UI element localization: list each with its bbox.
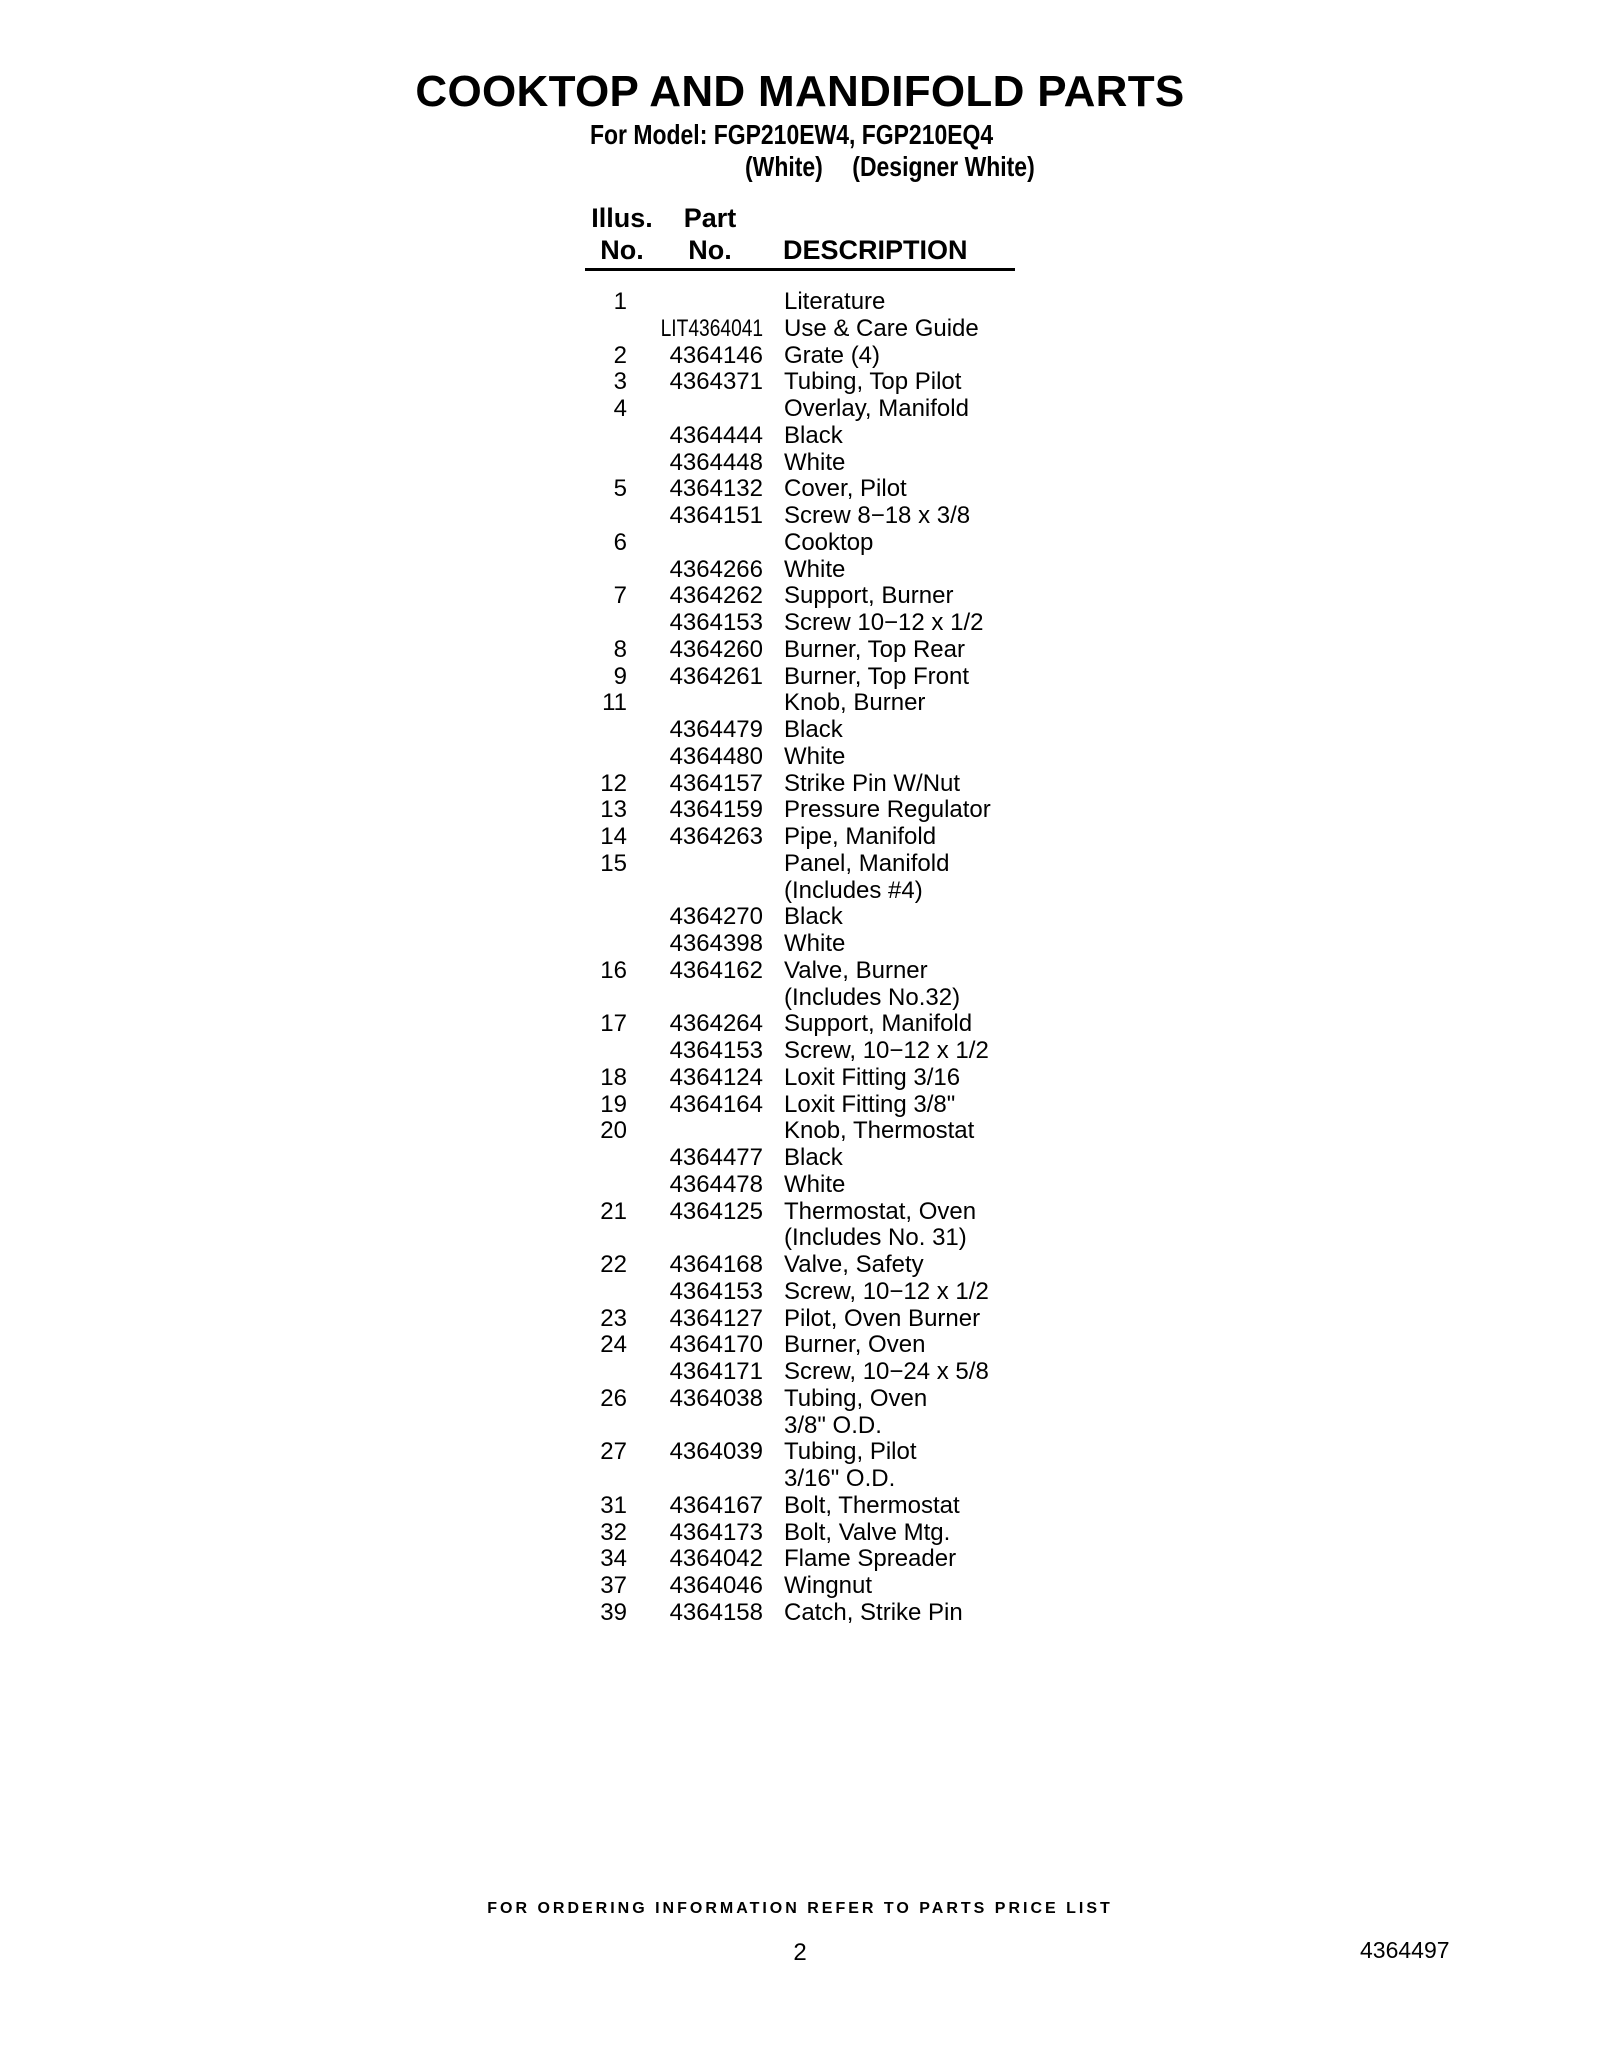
- model-color-white: (White): [745, 151, 823, 182]
- part-description: (Includes No. 31): [784, 1224, 967, 1252]
- part-description: Black: [784, 716, 843, 743]
- part-description: (Includes No.32): [784, 983, 961, 1011]
- part-number: 4364153: [669, 1277, 763, 1305]
- part-number: 4364444: [669, 421, 763, 449]
- illus-number: 17: [600, 1010, 627, 1038]
- part-description: 3/16" O.D.: [784, 1465, 896, 1492]
- table-row: [585, 1011, 1045, 1038]
- table-row: [585, 1145, 1045, 1172]
- part-description: White: [784, 1170, 846, 1198]
- table-row: [585, 423, 1045, 450]
- part-description: Valve, Safety: [784, 1251, 924, 1278]
- part-number: 4364264: [669, 1010, 763, 1038]
- part-description: Screw 10−12 x 1/2: [784, 609, 984, 636]
- table-row: [585, 1306, 1045, 1333]
- part-description: Knob, Thermostat: [784, 1117, 975, 1145]
- part-description: (Includes #4): [784, 876, 923, 904]
- part-number: 4364261: [669, 662, 763, 690]
- illus-number: 9: [613, 662, 627, 690]
- part-no-header: [675, 202, 745, 266]
- table-row: [585, 797, 1045, 824]
- part-number: 4364132: [669, 475, 763, 503]
- part-description: Cover, Pilot: [784, 475, 907, 503]
- table-row: [585, 1038, 1045, 1065]
- illus-number: 3: [613, 368, 627, 396]
- part-number: 4364146: [669, 341, 763, 369]
- part-description: Burner, Top Rear: [784, 635, 965, 663]
- part-number: 4364042: [669, 1545, 763, 1573]
- part-description: Panel, Manifold: [784, 849, 950, 877]
- table-row: [585, 476, 1045, 503]
- illus-number: 1: [613, 288, 627, 315]
- part-number: 4364127: [669, 1304, 763, 1332]
- part-number: 4364270: [669, 903, 763, 931]
- part-number: 4364125: [669, 1197, 763, 1225]
- part-number: 4364162: [669, 956, 763, 984]
- part-number: 4364371: [669, 368, 763, 396]
- table-row: [585, 610, 1045, 637]
- table-row: [585, 289, 1045, 316]
- part-description: Tubing, Top Pilot: [784, 368, 962, 396]
- table-row: [585, 530, 1045, 557]
- table-row: [585, 1466, 1045, 1493]
- part-number: 4364448: [669, 448, 763, 476]
- part-description: Loxit Fitting 3/16: [784, 1063, 961, 1091]
- table-row: [585, 904, 1045, 931]
- table-row: [585, 1199, 1045, 1226]
- illus-number: 23: [600, 1304, 627, 1332]
- part-number: 4364124: [669, 1063, 763, 1091]
- part-description: Wingnut: [784, 1572, 873, 1599]
- part-description: White: [784, 555, 846, 583]
- part-description: Burner, Oven: [784, 1331, 926, 1359]
- illus-number: 22: [600, 1251, 627, 1278]
- table-row: [585, 343, 1045, 370]
- model-colors: [745, 150, 1035, 184]
- part-description: Bolt, Valve Mtg.: [784, 1518, 951, 1546]
- table-row: [585, 717, 1045, 744]
- part-number: 4364263: [669, 823, 763, 850]
- part-description: Cooktop: [784, 528, 874, 556]
- table-row: [585, 503, 1045, 530]
- illus-number: 24: [600, 1331, 627, 1359]
- illus-header-line1: Illus.: [591, 203, 653, 233]
- part-number: 4364477: [669, 1144, 763, 1171]
- illus-number: 5: [613, 475, 627, 503]
- table-header: [585, 202, 1015, 271]
- table-row: [585, 1332, 1045, 1359]
- table-row: [585, 1359, 1045, 1386]
- illus-number: 11: [602, 689, 627, 717]
- table-row: [585, 450, 1045, 477]
- part-number: 4364398: [669, 930, 763, 957]
- illus-header-line2: No.: [600, 235, 644, 265]
- table-row: [585, 690, 1045, 717]
- part-number: 4364480: [669, 742, 763, 770]
- part-number: 4364260: [669, 635, 763, 663]
- part-description: Pilot, Oven Burner: [784, 1304, 981, 1332]
- part-description: White: [784, 930, 846, 957]
- table-row: [585, 1573, 1045, 1600]
- table-row: [585, 1172, 1045, 1199]
- part-number: 4364157: [669, 769, 763, 797]
- illus-number: 20: [600, 1117, 627, 1145]
- table-row: [585, 1252, 1045, 1279]
- table-row: [585, 1225, 1045, 1252]
- illus-number: 14: [600, 823, 627, 850]
- table-row: [585, 583, 1045, 610]
- part-description: Strike Pin W/Nut: [784, 769, 961, 797]
- table-row: [585, 1118, 1045, 1145]
- part-description: Valve, Burner: [784, 956, 928, 984]
- part-number: 4364173: [669, 1518, 763, 1546]
- part-number: 4364171: [669, 1358, 763, 1385]
- part-description: White: [784, 742, 846, 770]
- illus-number: 39: [600, 1598, 627, 1626]
- illus-number: 15: [600, 849, 627, 877]
- part-description: Knob, Burner: [784, 689, 926, 717]
- part-description: Pipe, Manifold: [784, 823, 937, 850]
- table-row: [585, 1520, 1045, 1547]
- illus-number: 27: [600, 1438, 627, 1466]
- table-row: [585, 1546, 1045, 1573]
- illus-number: 32: [600, 1518, 627, 1546]
- part-description: Support, Manifold: [784, 1010, 973, 1038]
- table-row: [585, 557, 1045, 584]
- part-description: Black: [784, 1144, 843, 1171]
- illus-number: 7: [613, 582, 627, 610]
- part-number: 4364038: [669, 1384, 763, 1412]
- part-number: 4364170: [669, 1331, 763, 1359]
- part-number: 4364479: [669, 716, 763, 743]
- part-number: 4364478: [669, 1170, 763, 1198]
- part-number: 4364266: [669, 555, 763, 583]
- part-description: Bolt, Thermostat: [784, 1491, 960, 1519]
- part-description: Support, Burner: [784, 582, 954, 610]
- part-number: 4364164: [669, 1090, 763, 1118]
- part-number: LIT4364041: [660, 314, 763, 342]
- table-row: [585, 664, 1045, 691]
- part-description: Loxit Fitting 3/8": [784, 1090, 956, 1118]
- page-title: COOKTOP AND MANDIFOLD PARTS: [415, 67, 1185, 116]
- illus-number: 16: [600, 956, 627, 984]
- table-row: [585, 1413, 1045, 1440]
- part-description: Screw, 10−24 x 5/8: [784, 1358, 989, 1385]
- page-number: 2: [793, 1939, 807, 1966]
- parts-list: [585, 289, 1045, 1627]
- table-row: [585, 637, 1045, 664]
- illus-number: 18: [600, 1063, 627, 1091]
- part-number: 4364153: [669, 1037, 763, 1064]
- illus-number: 31: [600, 1491, 627, 1519]
- illus-number: 21: [600, 1197, 627, 1225]
- part-header-line2: No.: [688, 235, 732, 265]
- table-row: [585, 369, 1045, 396]
- part-number: 4364159: [669, 796, 763, 824]
- part-header-line1: Part: [683, 203, 737, 233]
- table-row: [585, 958, 1045, 985]
- table-row: [585, 1600, 1045, 1627]
- table-row: [585, 316, 1045, 343]
- part-description: Use & Care Guide: [784, 314, 979, 342]
- illus-number: 8: [613, 635, 627, 663]
- part-number: 4364158: [669, 1598, 763, 1626]
- table-row: [585, 824, 1045, 851]
- part-number: 4364039: [669, 1438, 763, 1466]
- illus-number: 12: [600, 769, 627, 797]
- part-description: Black: [784, 903, 843, 931]
- part-number: 4364046: [669, 1572, 763, 1599]
- illus-number: 13: [600, 796, 627, 824]
- document-number: 4364497: [1360, 1937, 1450, 1963]
- part-description: Black: [784, 421, 843, 449]
- part-description: Grate (4): [784, 341, 881, 369]
- part-description: Pressure Regulator: [784, 796, 991, 824]
- part-description: Catch, Strike Pin: [784, 1598, 963, 1626]
- table-row: [585, 1092, 1045, 1119]
- part-description: Flame Spreader: [784, 1545, 957, 1573]
- table-row: [585, 1439, 1045, 1466]
- illus-number: 4: [613, 395, 627, 422]
- description-header: DESCRIPTION: [783, 235, 968, 265]
- part-description: Screw, 10−12 x 1/2: [784, 1277, 989, 1305]
- part-description: White: [784, 448, 846, 476]
- part-description: Tubing, Pilot: [784, 1438, 917, 1466]
- part-number: 4364167: [669, 1491, 763, 1519]
- illus-number: 2: [613, 341, 627, 369]
- part-description: Thermostat, Oven: [784, 1197, 977, 1225]
- table-row: [585, 771, 1045, 798]
- part-description: 3/8" O.D.: [784, 1411, 882, 1439]
- illus-number: 34: [600, 1545, 627, 1573]
- table-row: [585, 985, 1045, 1012]
- part-description: Tubing, Oven: [784, 1384, 928, 1412]
- part-number: 4364151: [669, 502, 763, 529]
- part-description: Screw, 10−12 x 1/2: [784, 1037, 989, 1064]
- part-number: 4364262: [669, 582, 763, 610]
- illus-number: 37: [600, 1572, 627, 1599]
- table-row: [585, 1386, 1045, 1413]
- table-row: [585, 851, 1045, 878]
- table-row: [585, 1493, 1045, 1520]
- ordering-note: FOR ORDERING INFORMATION REFER TO PARTS PRICE LIST: [487, 1900, 1113, 1917]
- illus-number: 6: [613, 528, 627, 556]
- table-row: [585, 1279, 1045, 1306]
- table-row: [585, 1065, 1045, 1092]
- part-description: Literature: [784, 288, 886, 315]
- illus-number: 26: [600, 1384, 627, 1412]
- table-row: [585, 396, 1045, 423]
- illus-number: 19: [600, 1090, 627, 1118]
- table-row: [585, 931, 1045, 958]
- part-number: 4364168: [669, 1251, 763, 1278]
- model-line: For Model: FGP210EW4, FGP210EQ4: [590, 119, 994, 150]
- part-number: 4364153: [669, 609, 763, 636]
- table-row: [585, 878, 1045, 905]
- illus-no-header: [587, 202, 657, 266]
- part-description: Overlay, Manifold: [784, 395, 969, 422]
- model-color-designer-white: (Designer White): [852, 151, 1035, 182]
- part-description: Burner, Top Front: [784, 662, 969, 690]
- part-description: Screw 8−18 x 3/8: [784, 502, 971, 529]
- table-row: [585, 744, 1045, 771]
